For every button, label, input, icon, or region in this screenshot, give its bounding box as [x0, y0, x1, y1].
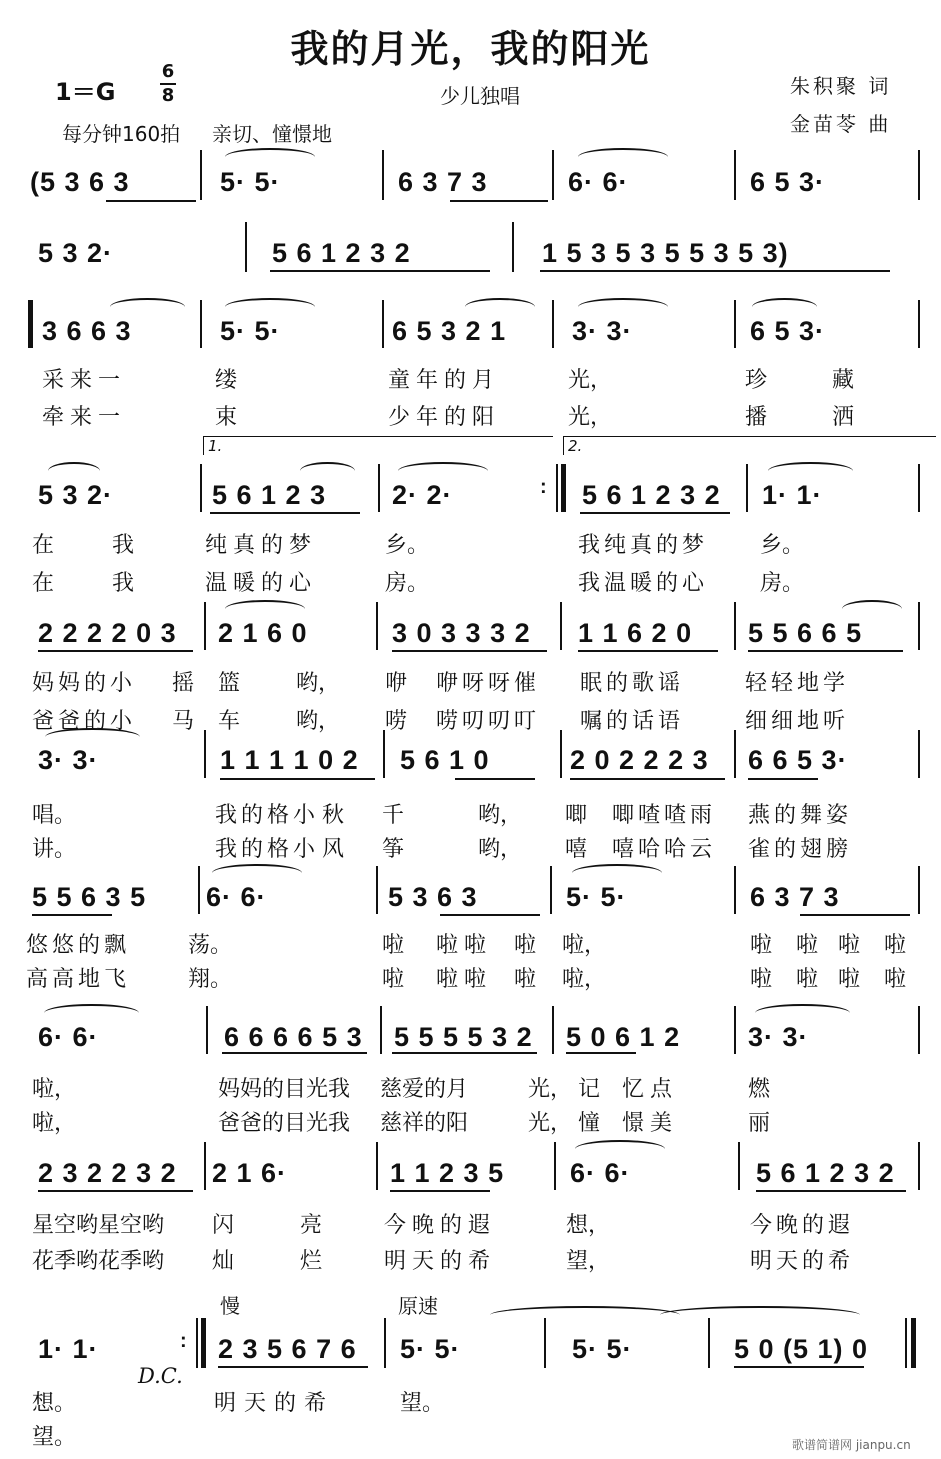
lyric: 房。	[385, 571, 430, 596]
lyric: 花季哟花季哟	[32, 1249, 165, 1274]
lyric: 束	[215, 405, 238, 430]
measure: (5 3 6 3	[30, 167, 130, 197]
lyric: 唠	[385, 709, 408, 734]
underline	[440, 914, 540, 916]
bar-line	[204, 1142, 206, 1190]
underline	[570, 778, 725, 780]
bar-line	[245, 222, 247, 272]
lyric: 我	[112, 571, 135, 596]
underline	[540, 270, 890, 272]
lyric: 望，	[566, 1249, 611, 1274]
lyric: 光，	[528, 1111, 573, 1136]
lyric: 洒	[832, 405, 855, 430]
measure: 1 1 2 3 5	[390, 1158, 505, 1188]
lyric: 望。	[32, 1425, 77, 1450]
underline	[734, 1366, 864, 1368]
slur	[398, 462, 488, 480]
lyric: 啦	[838, 933, 861, 958]
lyric: 烂	[300, 1249, 323, 1274]
bar-line	[708, 1318, 710, 1368]
underline	[390, 1190, 490, 1192]
bar-line	[905, 1318, 907, 1368]
measure: 5· 5·	[572, 1334, 633, 1364]
lyric: 今晚的遐	[750, 1213, 855, 1238]
measure: 5 6 1 2 3 2	[272, 238, 411, 268]
lyric: 唧喳喳雨	[612, 803, 717, 828]
lyric: 荡。	[188, 933, 233, 958]
lyric: 啦，	[562, 967, 607, 992]
slur	[660, 1306, 860, 1324]
measure: 5 5 6 6 5	[748, 618, 863, 648]
lyric: 啦	[382, 967, 405, 992]
bar-line	[384, 1318, 386, 1368]
lyric: 明天的希	[750, 1249, 855, 1274]
lyric: 嘻	[565, 837, 588, 862]
bar-line	[552, 300, 554, 348]
measure: 2 1 6·	[212, 1158, 288, 1188]
lyric: 眠的歌谣	[580, 671, 685, 696]
bar-line	[512, 222, 514, 272]
measure: 5 5 6 3 5	[32, 882, 147, 912]
measure: 2· 2·	[392, 480, 453, 510]
bar-line	[554, 1142, 556, 1190]
measure: 6 3 7 3	[750, 882, 840, 912]
measure: 6· 6·	[570, 1158, 631, 1188]
measure: 3· 3·	[38, 745, 99, 775]
lyric: 筝	[382, 837, 405, 862]
slur	[225, 600, 305, 618]
bar-line	[734, 300, 736, 348]
lyric: 燃	[748, 1077, 771, 1102]
lyric: 光，	[528, 1077, 573, 1102]
lyric: 珍	[745, 368, 768, 393]
bar-line	[734, 150, 736, 200]
lyric: 明天的希	[214, 1391, 335, 1416]
bar-line	[376, 866, 378, 914]
lyric: 在	[32, 571, 55, 596]
mood: 亲切、憧憬地	[212, 122, 332, 146]
slur	[578, 148, 668, 166]
slur	[768, 462, 853, 480]
lyricist: 朱积聚 词	[790, 74, 892, 98]
lyric: 丽	[748, 1111, 771, 1136]
key-signature: 1＝G	[55, 78, 116, 106]
bar-line	[918, 464, 920, 512]
lyric: 哟，	[296, 709, 341, 734]
lyric: 记	[578, 1077, 601, 1102]
tempo-original: 原速	[398, 1294, 438, 1318]
bar-line	[544, 1318, 546, 1368]
lyric: 秋	[322, 803, 345, 828]
lyric: 光，	[568, 405, 613, 430]
underline	[38, 650, 193, 652]
time-numerator: 6	[161, 61, 175, 82]
lyric: 唧	[565, 803, 588, 828]
underline	[748, 778, 818, 780]
measure: 5 3 6 3	[388, 882, 478, 912]
measure: 5 3 2·	[38, 480, 114, 510]
underline	[218, 1366, 368, 1368]
measure: 2 3 2 2 3 2	[38, 1158, 177, 1188]
lyric: 啦	[750, 967, 773, 992]
slur	[225, 148, 315, 166]
slur	[45, 728, 140, 746]
lyric: 马	[172, 709, 195, 734]
lyric: 啦，	[32, 1111, 77, 1136]
lyric: 想。	[32, 1391, 77, 1416]
bar-line	[738, 1142, 740, 1190]
lyric: 哟，	[478, 803, 523, 828]
slur	[48, 462, 100, 480]
measure: 2 3 5 6 7 6	[218, 1334, 357, 1364]
slur	[300, 462, 355, 480]
lyric: 燕的舞姿	[748, 803, 853, 828]
measure: 5 0 (5 1) 0	[734, 1334, 869, 1364]
measure: 5· 5·	[220, 316, 281, 346]
tempo-slow: 慢	[220, 1294, 240, 1318]
dc-marking: D.C.	[138, 1364, 183, 1388]
underline	[38, 1190, 193, 1192]
lyric: 啦	[796, 967, 819, 992]
underline	[392, 1052, 537, 1054]
measure: 6 3 7 3	[398, 167, 488, 197]
repeat-end	[561, 464, 566, 512]
repeat-dots: :	[180, 1330, 188, 1352]
lyric: 哟，	[296, 671, 341, 696]
slur	[110, 298, 185, 316]
lyric: 憬美	[622, 1111, 679, 1136]
underline	[220, 778, 375, 780]
lyric: 啦	[796, 933, 819, 958]
lyric: 咿	[385, 671, 408, 696]
lyric: 雀的翅膀	[748, 837, 853, 862]
bar-line	[204, 730, 206, 778]
bar-line	[200, 300, 202, 348]
bar-line	[560, 730, 562, 778]
bar-line	[552, 1006, 554, 1054]
measure: 5 6 1 2 3 2	[756, 1158, 895, 1188]
slur	[225, 298, 315, 316]
repeat-start	[28, 300, 33, 348]
lyric: 采来一	[42, 368, 127, 393]
lyric: 牵来一	[42, 405, 127, 430]
lyric: 啦	[382, 933, 405, 958]
lyric: 今晚的遐	[384, 1213, 497, 1238]
bar-line	[550, 866, 552, 914]
lyric: 星空哟星空哟	[32, 1213, 165, 1238]
slur	[212, 864, 302, 882]
measure: 5· 5·	[400, 1334, 461, 1364]
lyric: 忆点	[622, 1077, 679, 1102]
measure: 1 1 6 2 0	[578, 618, 693, 648]
measure: 1· 1·	[762, 480, 823, 510]
bar-line	[200, 464, 202, 512]
slur	[578, 298, 668, 316]
lyric: 我纯真的梦	[578, 533, 709, 558]
lyric: 纯真的梦	[205, 533, 318, 558]
time-signature	[160, 63, 176, 105]
underline	[450, 200, 548, 202]
slur	[575, 1140, 665, 1158]
bar-line	[383, 730, 385, 778]
measure: 2 1 6 0	[218, 618, 308, 648]
final-bar	[911, 1318, 916, 1368]
underline	[566, 1052, 636, 1054]
slur	[465, 298, 535, 316]
volta-2: 2.	[563, 436, 936, 455]
lyric: 嘻哈哈云	[612, 837, 717, 862]
lyric: 我温暖的心	[578, 571, 709, 596]
bar-line	[196, 1318, 198, 1368]
measure: 6 6 6 6 5 3	[224, 1022, 363, 1052]
lyric: 嘱的话语	[580, 709, 685, 734]
measure: 3· 3·	[748, 1022, 809, 1052]
lyric: 啦啦	[436, 967, 493, 992]
lyric: 光，	[568, 368, 613, 393]
bar-line	[204, 602, 206, 650]
lyric: 妈妈的小	[32, 671, 137, 696]
bar-line	[734, 866, 736, 914]
measure: 5 6 1 0	[400, 745, 490, 775]
bar-line	[746, 464, 748, 512]
bar-line	[734, 730, 736, 778]
time-denominator: 8	[161, 85, 175, 106]
slur	[752, 298, 817, 316]
underline	[222, 1052, 367, 1054]
measure: 5 6 1 2 3	[212, 480, 327, 510]
lyric: 啦	[884, 967, 907, 992]
measure: 5 5 5 5 3 2	[394, 1022, 533, 1052]
lyric: 妈妈的目光我	[218, 1077, 351, 1102]
volta-1: 1.	[203, 436, 553, 455]
bar-line	[206, 1006, 208, 1054]
bar-line	[382, 150, 384, 200]
measure: 5· 5·	[566, 882, 627, 912]
underline	[578, 650, 718, 652]
bar-line	[198, 866, 200, 914]
lyric: 细细地听	[745, 709, 850, 734]
bar-line	[734, 1006, 736, 1054]
underline	[210, 512, 360, 514]
bar-line	[918, 150, 920, 200]
lyric: 在	[32, 533, 55, 558]
lyric: 闪	[212, 1213, 235, 1238]
bar-line	[378, 464, 380, 512]
lyric: 藏	[832, 368, 855, 393]
lyric: 乡。	[760, 533, 805, 558]
bar-line	[918, 1142, 920, 1190]
watermark: 歌谱简谱网 jianpu.cn	[792, 1438, 911, 1452]
lyric: 缕	[215, 368, 238, 393]
underline	[748, 650, 903, 652]
measure: 6· 6·	[568, 167, 629, 197]
measure: 3 0 3 3 3 2	[392, 618, 531, 648]
underline	[580, 512, 730, 514]
lyric: 翔。	[188, 967, 233, 992]
lyric: 悠悠的飘	[26, 933, 131, 958]
lyric: 讲。	[32, 837, 77, 862]
repeat-end	[201, 1318, 206, 1368]
slur	[842, 600, 902, 618]
subtitle: 少儿独唱	[440, 84, 520, 108]
bar-line	[200, 150, 202, 200]
measure: 6· 6·	[206, 882, 267, 912]
lyric: 憧	[578, 1111, 601, 1136]
lyric: 亮	[300, 1213, 323, 1238]
lyric: 想，	[566, 1213, 611, 1238]
measure: 5 6 1 2 3 2	[582, 480, 721, 510]
slur	[490, 1306, 680, 1324]
measure: 1 5 3 5 3 5 5 3 5 3)	[542, 238, 789, 268]
bar-line	[556, 464, 558, 512]
slur	[572, 864, 662, 882]
tempo: 每分钟160拍	[62, 122, 181, 146]
lyric: 啦	[514, 967, 537, 992]
lyric: 播	[745, 405, 768, 430]
underline	[800, 914, 910, 916]
measure: 6· 6·	[38, 1022, 99, 1052]
lyric: 啦	[884, 933, 907, 958]
measure: 6 6 5 3·	[748, 745, 848, 775]
underline	[270, 270, 490, 272]
lyric: 啦	[750, 933, 773, 958]
measure: 3 6 6 3	[42, 316, 132, 346]
bar-line	[918, 1006, 920, 1054]
measure: 1· 1·	[38, 1334, 99, 1364]
repeat-dots: :	[540, 476, 548, 498]
lyric: 风	[322, 837, 345, 862]
song-title: 我的月光，我的阳光	[290, 26, 651, 71]
slur	[755, 1004, 850, 1022]
lyric: 唠叨叨叮	[436, 709, 541, 734]
bar-line	[734, 602, 736, 650]
composer: 金苗苓 曲	[790, 112, 892, 136]
bar-line	[918, 730, 920, 778]
lyric: 灿	[212, 1249, 235, 1274]
measure: 1 1 1 1 0 2	[220, 745, 359, 775]
lyric: 啦	[838, 967, 861, 992]
lyric: 望。	[400, 1391, 445, 1416]
lyric: 我	[112, 533, 135, 558]
lyric: 啦	[514, 933, 537, 958]
lyric: 哟，	[478, 837, 523, 862]
measure: 5· 5·	[220, 167, 281, 197]
measure: 5 3 2·	[38, 238, 114, 268]
bar-line	[918, 866, 920, 914]
bar-line	[918, 300, 920, 348]
measure: 6 5 3·	[750, 167, 826, 197]
bar-line	[560, 602, 562, 650]
lyric: 慈祥的阳	[380, 1111, 469, 1136]
lyric: 千	[382, 803, 405, 828]
underline	[455, 778, 535, 780]
lyric: 啦，	[32, 1077, 77, 1102]
underline	[392, 650, 547, 652]
measure: 6 5 3·	[750, 316, 826, 346]
underline	[32, 914, 112, 916]
bar-line	[918, 602, 920, 650]
bar-line	[376, 1142, 378, 1190]
lyric: 啦，	[562, 933, 607, 958]
lyric: 爸爸的小	[32, 709, 137, 734]
lyric: 少年的阳	[388, 405, 501, 430]
bar-line	[376, 602, 378, 650]
lyric: 篮	[218, 671, 241, 696]
lyric: 车	[218, 709, 241, 734]
lyric: 咿呀呀催	[436, 671, 541, 696]
lyric: 房。	[760, 571, 805, 596]
lyric: 啦啦	[436, 933, 493, 958]
slur	[44, 1004, 139, 1022]
measure: 5 0 6 1 2	[566, 1022, 681, 1052]
lyric: 明天的希	[384, 1249, 497, 1274]
lyric: 温暖的心	[205, 571, 318, 596]
lyric: 摇	[172, 671, 195, 696]
lyric: 唱。	[32, 803, 77, 828]
measure: 3· 3·	[572, 316, 633, 346]
underline	[756, 1190, 906, 1192]
lyric: 乡。	[385, 533, 430, 558]
bar-line	[382, 300, 384, 348]
lyric: 我的格小	[215, 837, 320, 862]
lyric: 轻轻地学	[745, 671, 850, 696]
lyric: 爸爸的目光我	[218, 1111, 351, 1136]
lyric: 慈爱的月	[380, 1077, 469, 1102]
measure: 2 2 2 2 0 3	[38, 618, 177, 648]
underline	[106, 200, 196, 202]
measure: 6 5 3 2 1	[392, 316, 507, 346]
bar-line	[380, 1006, 382, 1054]
lyric: 我的格小	[215, 803, 320, 828]
lyric: 高高地飞	[26, 967, 131, 992]
lyric: 童年的月	[388, 368, 501, 393]
measure: 2 0 2 2 2 3	[570, 745, 709, 775]
bar-line	[552, 150, 554, 200]
